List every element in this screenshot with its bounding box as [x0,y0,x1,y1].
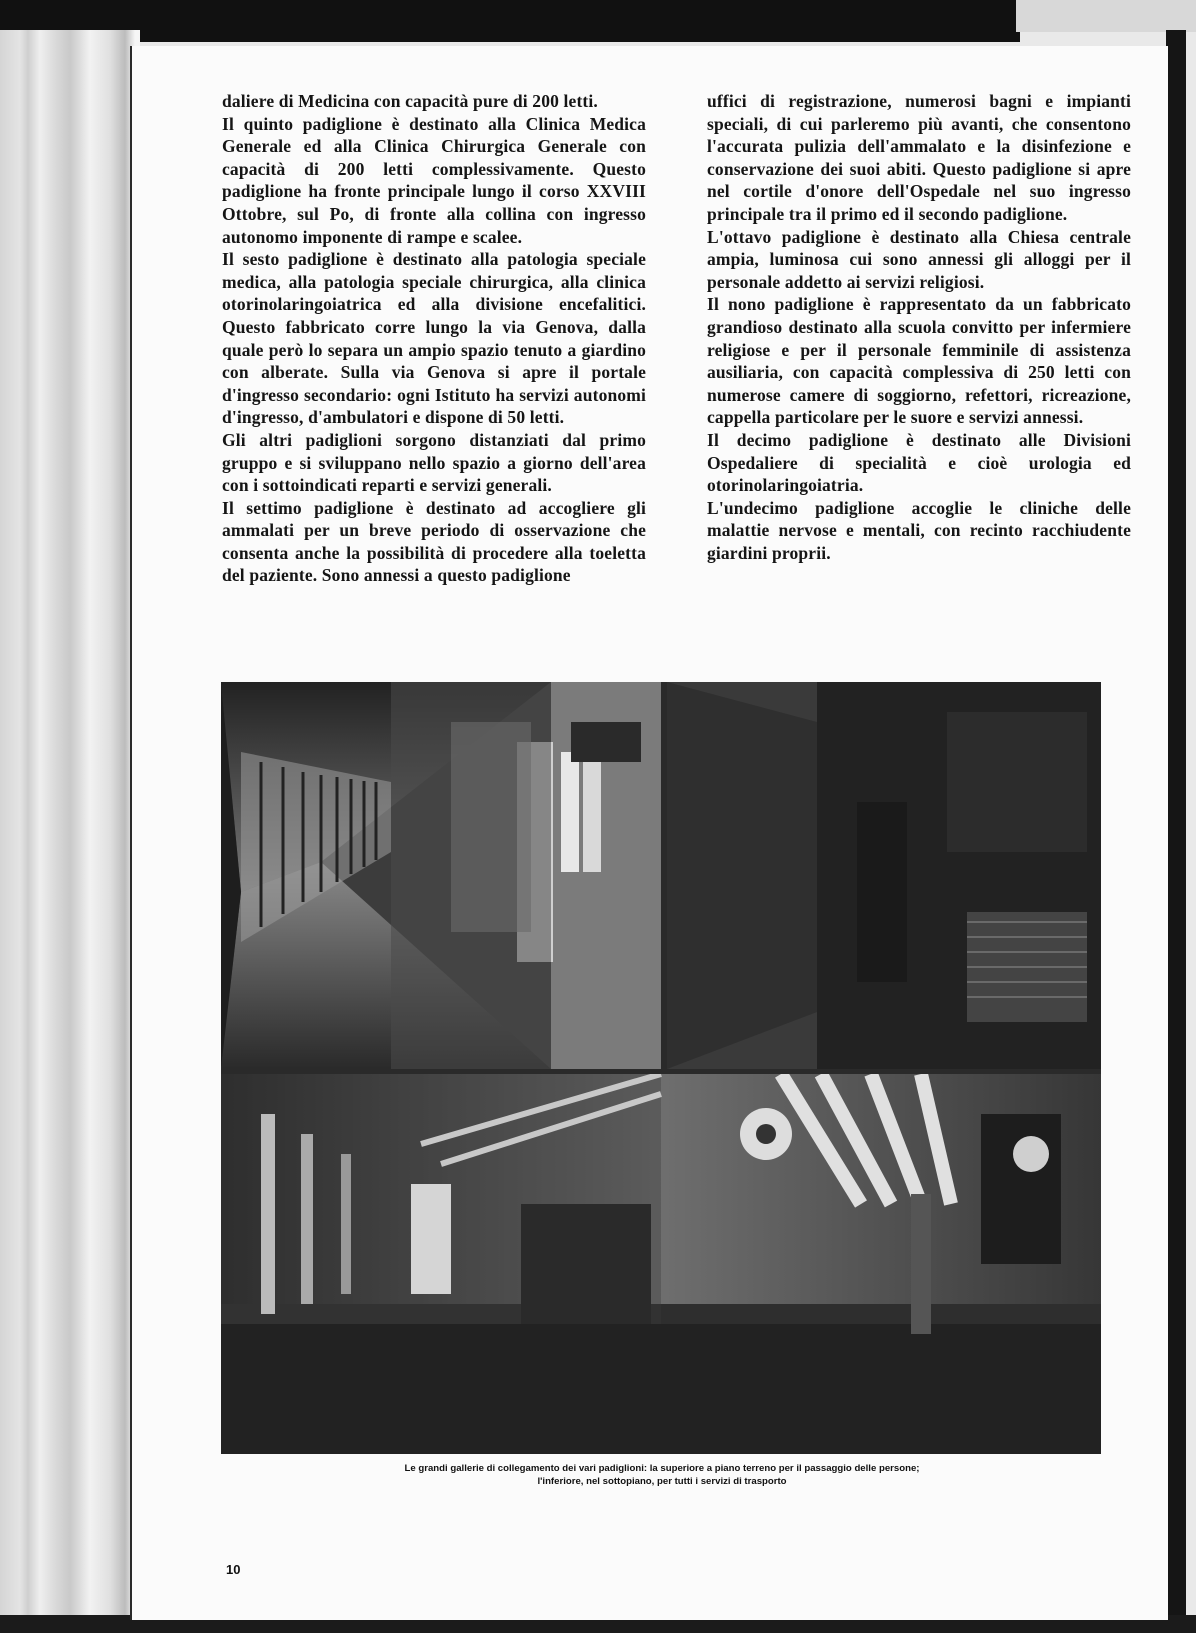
book-page-edges [0,30,140,1633]
photo-lower-service-gallery [221,1074,1101,1454]
scan-top-right-gap [1016,0,1196,32]
paragraph: Il sesto padiglione è destinato alla patologia speciale medica, alla patologia speciale chirurgica, alla clinica otorinolaringoiatrica ed alla divisione encefalitici. Questo fabbricato corre lungo la via Genova, dalla quale però lo separa un ampio spazio tenuto a giardino con alberate. Sulla via Genova si apre il portale d'ingresso secondario: ogni Istituto ha servizi autonomi d'ingresso, d'ambulatori e dispone di 50 letti. [222,249,646,428]
scan-right-border [1166,30,1186,1633]
gallery-photographs [221,682,1101,1454]
photo-upper-corridor [221,682,661,1069]
paragraph: Gli altri padiglioni sorgono distanziati dal primo gruppo e si sviluppano nello spazio a giorno dell'area con i sottoindicati reparti e servizi generali. [222,429,646,496]
book-page [130,46,1168,1620]
text-column-right [707,90,1131,564]
text-column-left [222,90,646,587]
scan-top-border [0,0,1020,42]
caption-line: l'inferiore, nel sottopiano, per tutti i servizi di trasporto [537,1476,787,1487]
photo-caption [222,1462,1102,1488]
paragraph: Il settimo padiglione è destinato ad accogliere gli ammalati per un breve periodo di osservazione che consenta anche la possibilità di procedere alla toeletta del paziente. Sono annessi a questo padiglione [222,497,646,586]
paragraph: uffici di registrazione, numerosi bagni e impianti speciali, di cui parleremo più avanti, che consentono l'accurata pulizia dell'ammalato e la disinfezione e conservazione dei suoi abiti. Questo padiglione si apre nel cortile d'onore dell'Ospedale nel suo ingresso principale tra il primo ed il secondo padiglione. [707,91,1131,224]
paragraph: L'ottavo padiglione è destinato alla Chiesa centrale ampia, luminosa cui sono annessi gli alloggi per il personale addetto ai servizi religiosi. [707,226,1131,292]
page-number: 10 [226,1562,241,1577]
paragraph: L'undecimo padiglione accoglie le cliniche delle malattie nervose e mentali, con recinto racchiudente giardini proprii. [707,497,1131,563]
caption-line: Le grandi gallerie di collegamento dei vari padiglioni: la superiore a piano terreno per il passaggio delle persone; [404,1463,920,1474]
paragraph: daliere di Medicina con capacità pure di 200 letti. [222,91,598,111]
paragraph: Il nono padiglione è rappresentato da un fabbricato grandioso destinato alla scuola convitto per infermiere religiose e per il personale femminile di assistenza ausiliaria, con capacità complessiva di 250 letti con numerose camere di soggiorno, refettori, ricreazione, cappella particolare per le suore e servizi annessi. [707,294,1131,428]
paragraph: Il decimo padiglione è destinato alle Divisioni Ospedaliere di specialità e cioè urologia ed otorinolaringoiatria. [707,429,1131,496]
paragraph: Il quinto padiglione è destinato alla Clinica Medica Generale ed alla Clinica Chirurgica Generale con capacità di 200 letti complessivamente. Questo padiglione ha fronte principale lungo il corso XXVIII Ottobre, sul Po, di fronte alla collina con ingresso autonomo imponente di rampe e scalee. [222,113,646,247]
photo-dark-interior [667,682,1101,1069]
